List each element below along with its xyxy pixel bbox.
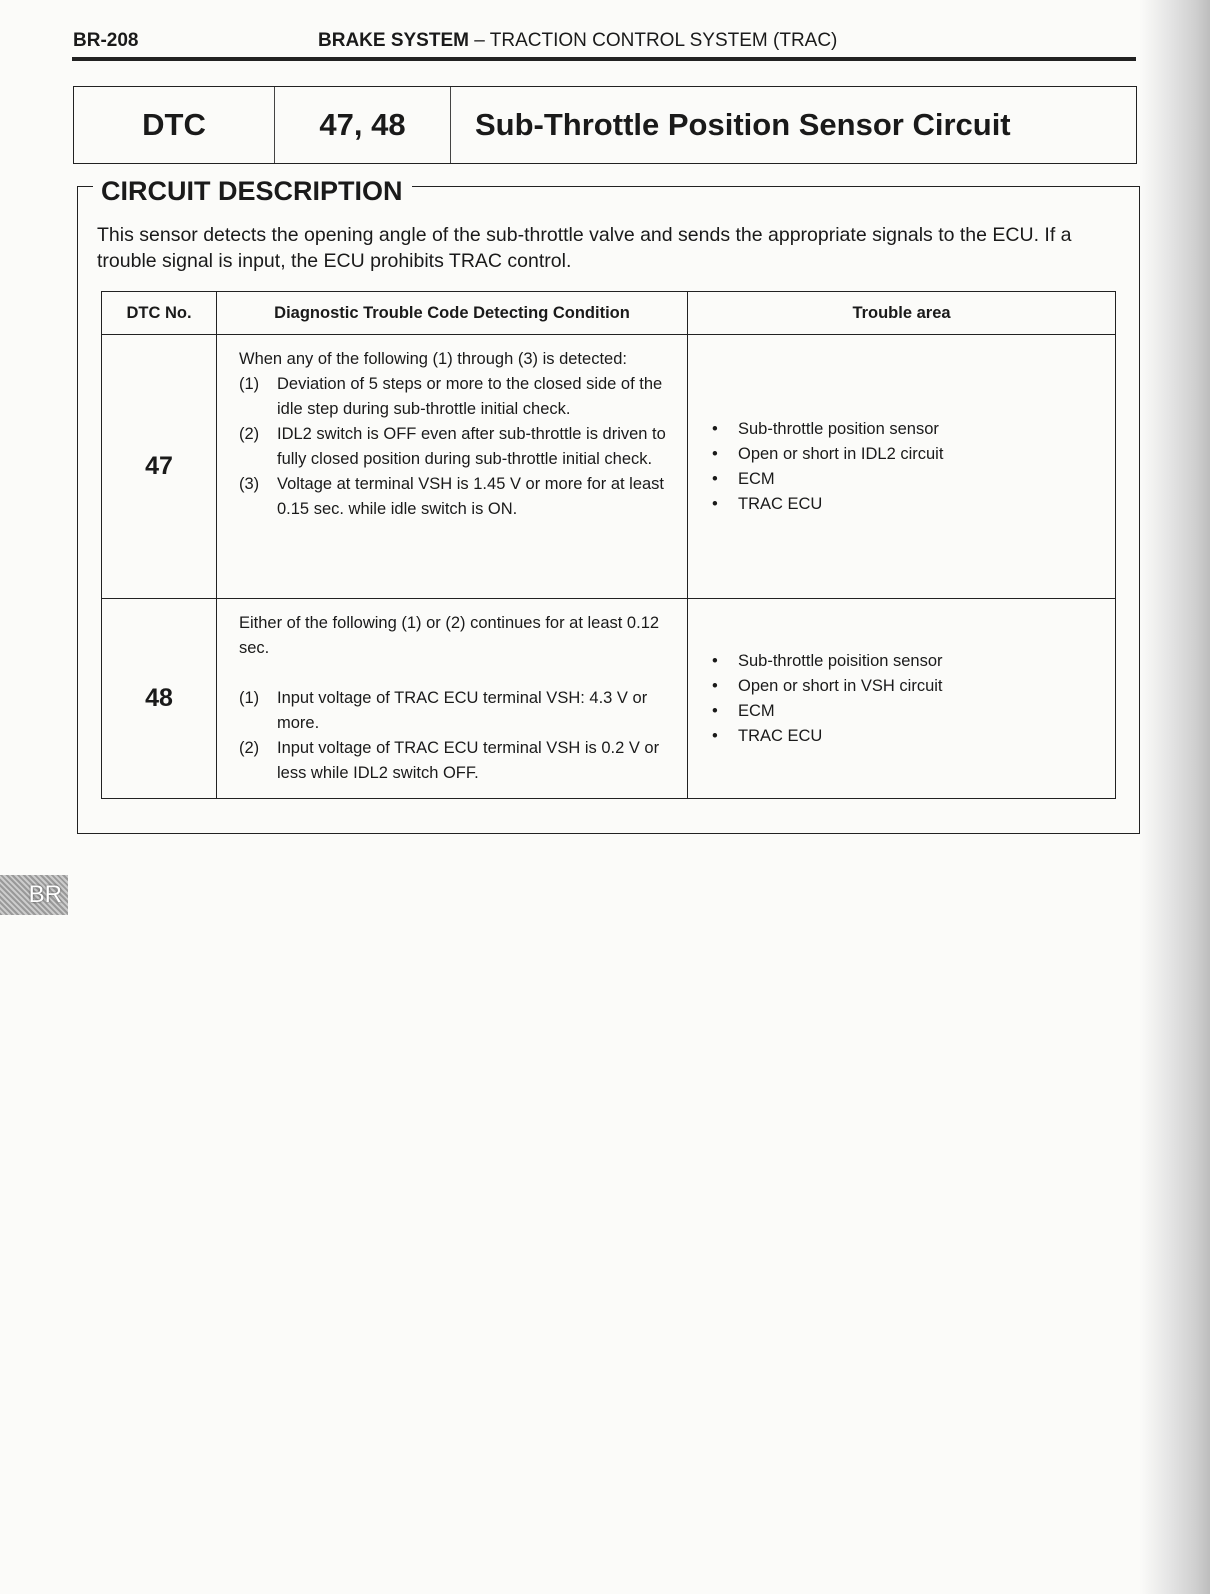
dtc-title-box — [73, 86, 1137, 164]
col-condition: Diagnostic Trouble Code Detecting Condition — [217, 292, 688, 335]
condition-number: (1) — [239, 689, 260, 707]
condition-number: (2) — [239, 739, 260, 757]
trouble-area-item: • TRAC ECU — [712, 724, 1114, 749]
condition-cell — [217, 335, 688, 599]
table-header-row — [102, 292, 1116, 335]
condition-item — [239, 472, 679, 522]
condition-item — [239, 372, 679, 422]
col-dtc-no: DTC No. — [102, 292, 217, 335]
condition-item — [239, 686, 679, 736]
dtc-number: 47 — [102, 335, 217, 599]
table-row — [102, 335, 1116, 599]
scan-edge-shadow — [1140, 0, 1210, 1594]
condition-text: Input voltage of TRAC ECU terminal VSH is 0.2 V or less while IDL2 switch OFF. — [277, 739, 660, 782]
dtc-title: Sub-Throttle Position Sensor Circuit — [475, 107, 1011, 142]
circuit-description-heading: CIRCUIT DESCRIPTION — [97, 176, 407, 207]
section-title-rest: – TRACTION CONTROL SYSTEM (TRAC) — [468, 30, 838, 51]
trouble-area-item: • ECM — [712, 699, 1114, 724]
col-trouble-area: Trouble area — [688, 292, 1116, 335]
page-code: BR-208 — [73, 30, 139, 51]
section-title-bold: BRAKE SYSTEM — [318, 30, 469, 51]
dtc-number: 48 — [102, 599, 217, 799]
trouble-area-item: • TRAC ECU — [712, 492, 1114, 517]
dtc-codes: 47, 48 — [275, 87, 451, 163]
trouble-area-cell — [688, 599, 1116, 799]
condition-intro: When any of the following (1) through (3) is detected: — [239, 350, 627, 368]
table-row — [102, 599, 1116, 799]
circuit-description-text: This sensor detects the opening angle of the sub-throttle valve and sends the appropriate signals to the ECU. If a trouble signal is input, the ECU prohibits TRAC control. — [97, 224, 1072, 272]
section-title — [318, 30, 837, 52]
condition-cell — [217, 599, 688, 799]
condition-text: IDL2 switch is OFF even after sub-throttle is driven to fully closed position during sub-throttle initial check. — [277, 425, 666, 468]
condition-text: Deviation of 5 steps or more to the closed side of the idle step during sub-throttle initial check. — [277, 375, 663, 418]
condition-number: (3) — [239, 475, 260, 493]
trouble-area-item: • Sub-throttle position sensor — [712, 417, 1114, 442]
condition-text: Voltage at terminal VSH is 1.45 V or more for at least 0.15 sec. while idle switch is ON. — [277, 475, 665, 518]
condition-number: (1) — [239, 375, 260, 393]
trouble-area-item: • Open or short in VSH circuit — [712, 674, 1114, 699]
dtc-label: DTC — [74, 87, 275, 163]
header-rule — [72, 57, 1136, 61]
frame-divider — [412, 186, 1140, 187]
condition-item — [239, 422, 679, 472]
section-tab-br: BR — [0, 875, 68, 915]
condition-number: (2) — [239, 425, 260, 443]
condition-text: Input voltage of TRAC ECU terminal VSH: 4.3 V or more. — [277, 689, 648, 732]
dtc-table — [101, 291, 1116, 799]
condition-intro: Either of the following (1) or (2) continues for at least 0.12 sec. — [239, 614, 660, 657]
frame-divider — [77, 186, 93, 187]
trouble-area-item: • Open or short in IDL2 circuit — [712, 442, 1114, 467]
condition-item — [239, 736, 679, 786]
trouble-area-item: • ECM — [712, 467, 1114, 492]
trouble-area-cell — [688, 335, 1116, 599]
trouble-area-item: • Sub-throttle poisition sensor — [712, 649, 1114, 674]
